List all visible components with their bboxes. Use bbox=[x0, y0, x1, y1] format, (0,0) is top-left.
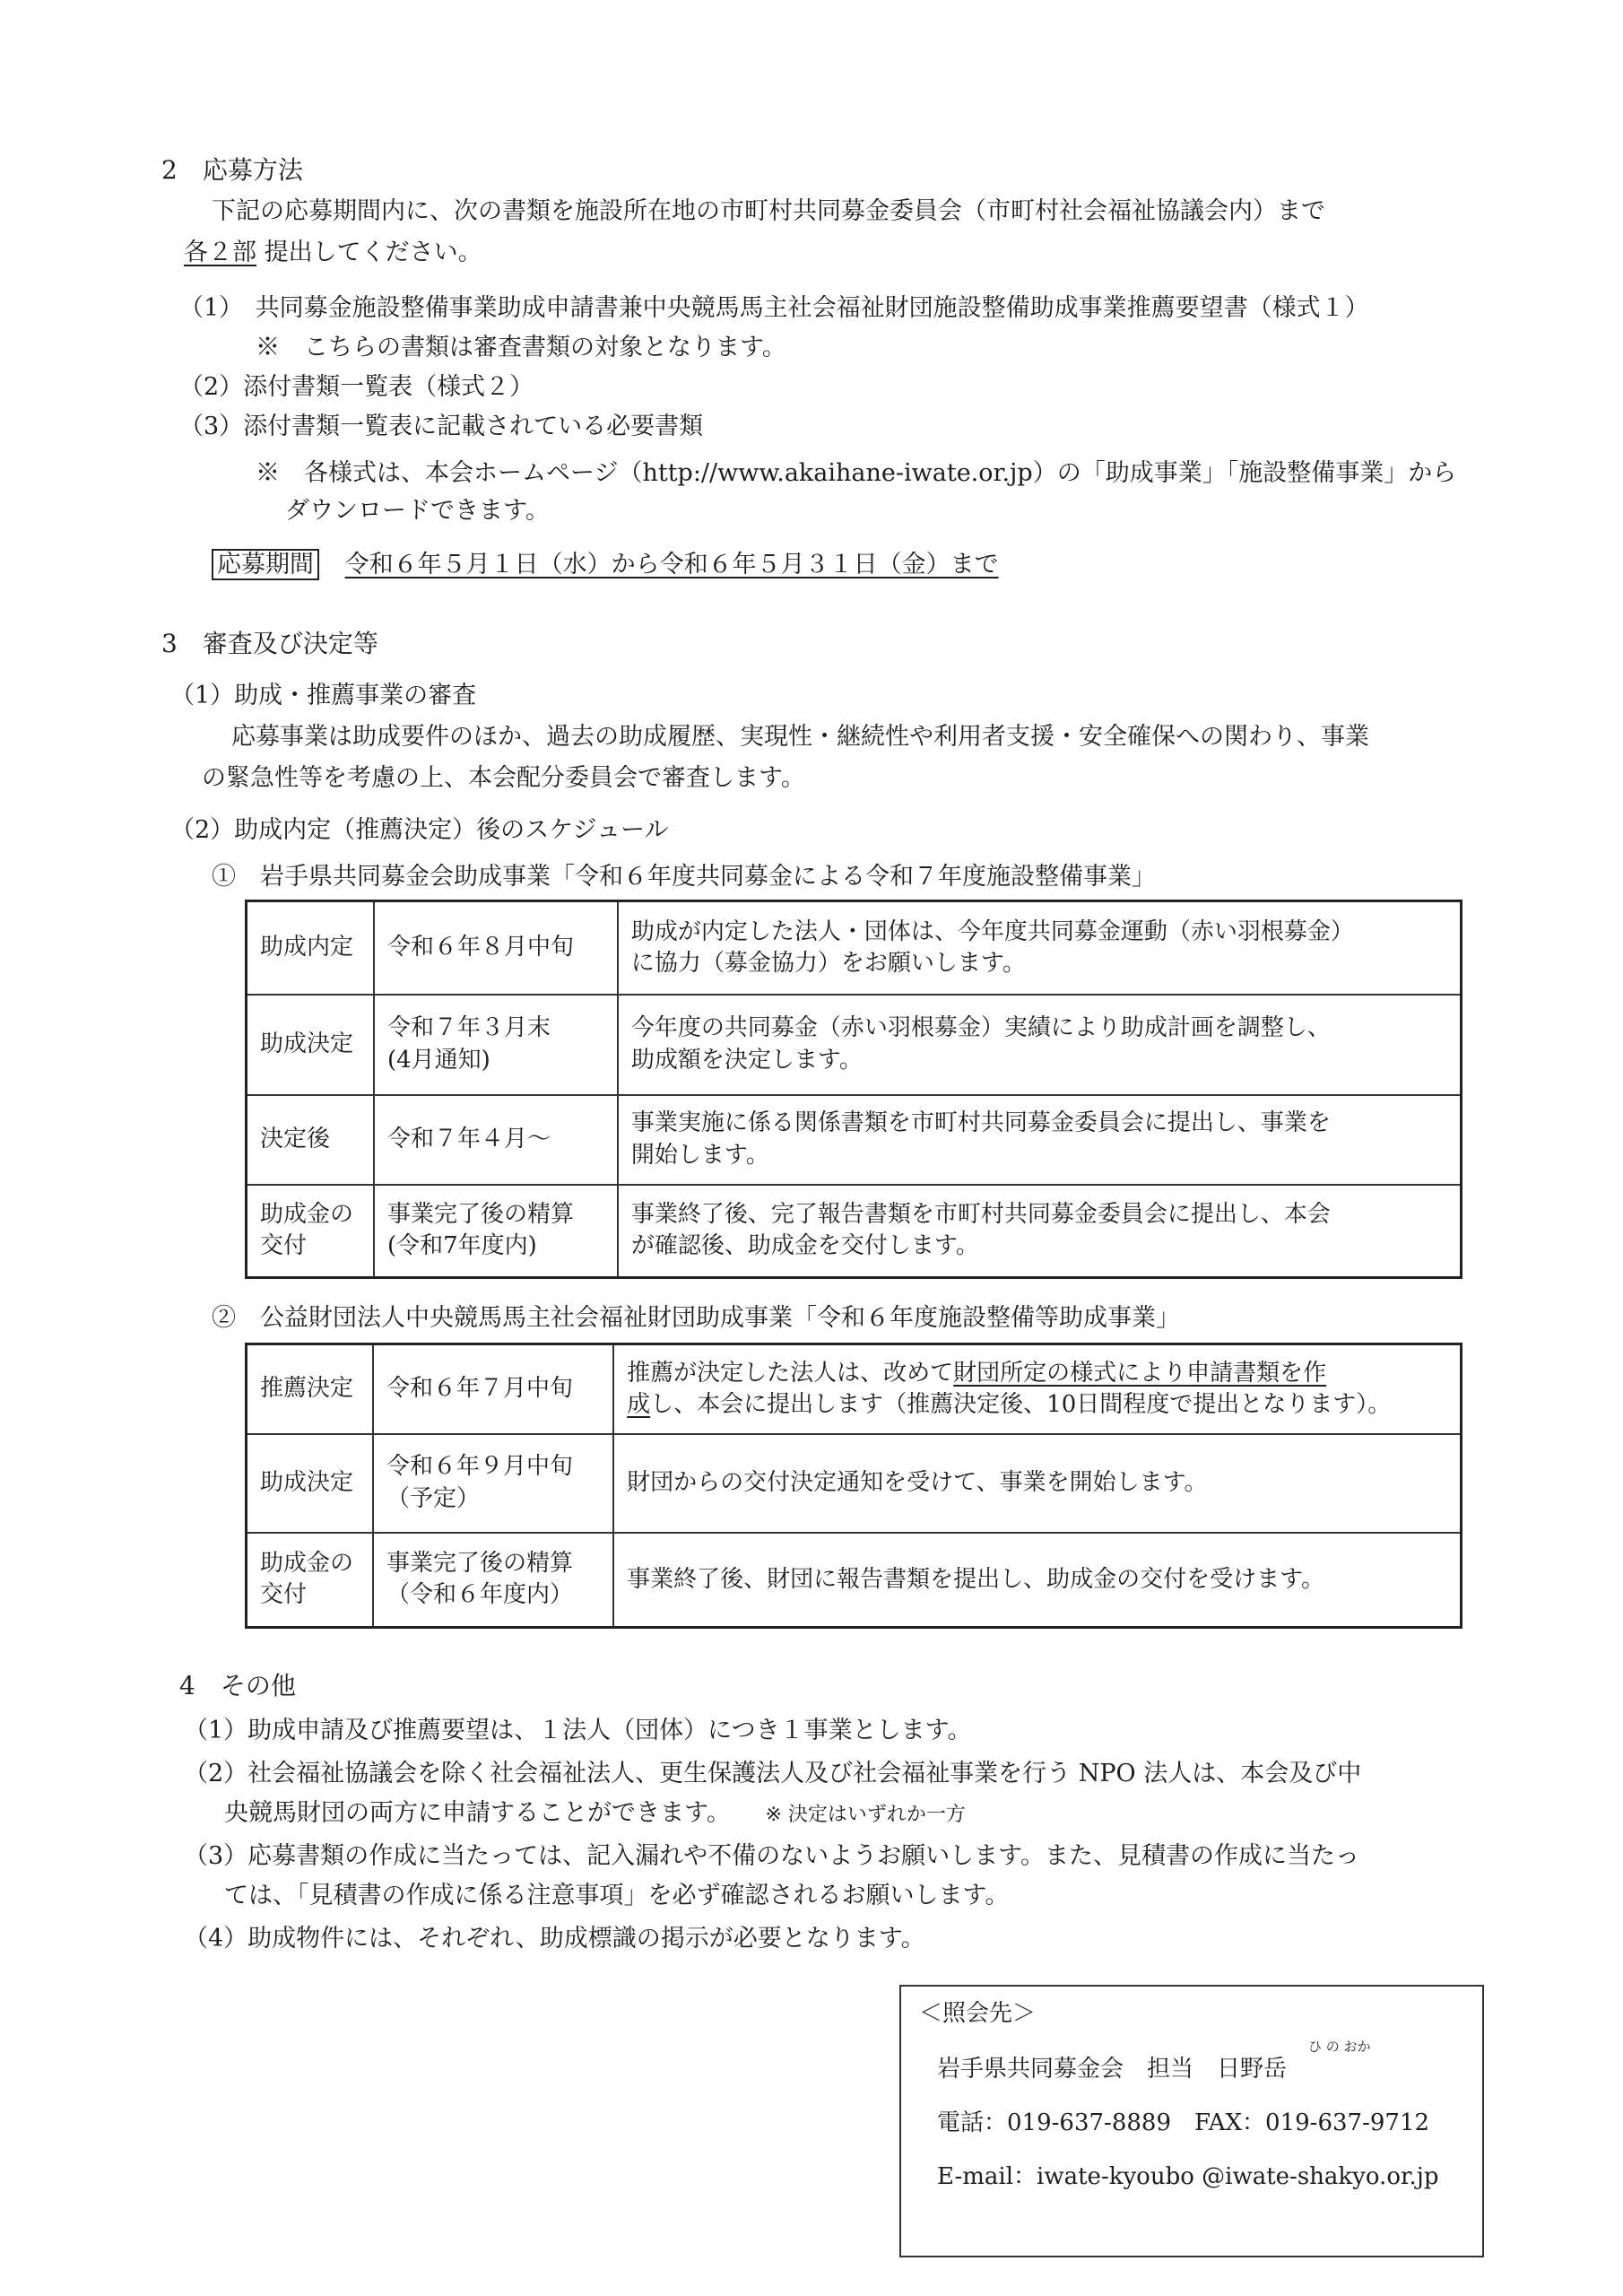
other-item-2-line1: （2）社会福祉協議会を除く社会福祉法人、更生保護法人及び社会福祉事業を行う NPO 法人は、本会及び中 bbox=[184, 1760, 1362, 1787]
contact-title: ＜照会先＞ bbox=[919, 2000, 1037, 2027]
table-cell bbox=[373, 1434, 613, 1533]
section-4-heading: 4 その他 bbox=[179, 1671, 296, 1700]
cell-line bbox=[627, 1389, 1447, 1421]
section-2-intro-line2 bbox=[184, 237, 482, 268]
other-item-4: （4）助成物件には、それぞれ、助成標識の掲示が必要となります。 bbox=[184, 1925, 925, 1952]
other-item-1: （1）助成申請及び推薦要望は、１法人（団体）につき１事業とします。 bbox=[184, 1717, 972, 1744]
section-2-intro-line1: 下記の応募期間内に、次の書類を施設所在地の市町村共同募金委員会（市町村社会福祉協議会内）まで bbox=[212, 197, 1325, 225]
table-cell bbox=[618, 1185, 1462, 1278]
cell-line: 助成額を決定します。 bbox=[630, 1046, 863, 1074]
document-item-1: （1） 共同募金施設整備事業助成申請書兼中央競馬馬主社会福祉財団施設整備助成事業推薦要望書（様式１） bbox=[179, 294, 1369, 322]
review-paragraph-line1: 応募事業は助成要件のほか、過去の助成履歴、実現性・継続性や利用者支援・安全確保への関わり、事業 bbox=[231, 723, 1369, 751]
cell-text-underlined: 財団所定の様式により申請書類を作 bbox=[953, 1359, 1327, 1387]
contact-phone-fax: 電話：019-637-8889 FAX：019-637-9712 bbox=[937, 2109, 1430, 2136]
table-cell: 決定後 bbox=[247, 1095, 374, 1185]
table-cell: 財団からの交付決定通知を受けて、事業を開始します。 bbox=[613, 1434, 1461, 1533]
section-3-heading: 3 審査及び決定等 bbox=[161, 629, 378, 658]
cell-line: に協力（募金協力）をお願いします。 bbox=[630, 949, 1026, 977]
cell-line: （令和６年度内） bbox=[386, 1581, 574, 1609]
table-cell bbox=[618, 995, 1462, 1095]
schedule-table-2 bbox=[245, 1343, 1462, 1629]
period-label: 応募期間 bbox=[212, 549, 319, 580]
table-cell bbox=[374, 1185, 618, 1278]
name-ruby: ひ の おか bbox=[1308, 2039, 1371, 2055]
other-item-2-line2 bbox=[224, 1797, 966, 1829]
section-3-sub2: （2）助成内定（推薦決定）後のスケジュール bbox=[170, 816, 669, 844]
cell-line: 開始します。 bbox=[630, 1141, 769, 1169]
other-item-3-line2: ては、「見積書の作成に係る注意事項」を必ず確認されるお願いします。 bbox=[224, 1882, 1010, 1909]
table-cell: 令和６年８月中旬 bbox=[374, 901, 618, 995]
contact-box bbox=[899, 1985, 1484, 2257]
submit-text: 提出してください。 bbox=[264, 239, 482, 266]
table-cell: 推薦決定 bbox=[247, 1344, 374, 1434]
document-item-3: （3）添付書類一覧表に記載されている必要書類 bbox=[179, 413, 704, 440]
cell-line: 今年度の共同募金（赤い羽根募金）実績により助成計画を調整し、 bbox=[630, 1014, 1331, 1042]
table-cell bbox=[618, 901, 1462, 995]
cell-line: 令和６年９月中旬 bbox=[386, 1453, 574, 1481]
schedule-table-1-title: ① 岩手県共同募金会助成事業「令和６年度共同募金による令和７年度施設整備事業」 bbox=[212, 863, 1156, 891]
section-2-heading: 2 応募方法 bbox=[161, 155, 303, 185]
cell-line: （予定） bbox=[386, 1484, 481, 1512]
cell-line: が確認後、助成金を交付します。 bbox=[630, 1232, 979, 1260]
cell-line: 助成が内定した法人・団体は、今年度共同募金運動（赤い羽根募金） bbox=[630, 918, 1354, 945]
review-paragraph-line2: の緊急性等を考慮の上、本会配分委員会で審査します。 bbox=[202, 764, 805, 792]
table-cell bbox=[247, 1185, 374, 1278]
table-cell bbox=[374, 995, 618, 1095]
table-row bbox=[247, 1185, 1462, 1278]
table-cell: 令和７年４月～ bbox=[374, 1095, 618, 1185]
cell-line: 事業終了後、完了報告書類を市町村共同募金委員会に提出し、本会 bbox=[630, 1201, 1331, 1229]
cell-line bbox=[627, 1358, 1447, 1389]
table-row bbox=[247, 1095, 1462, 1185]
schedule-table-2-title: ② 公益財団法人中央競馬馬主社会福祉財団助成事業「令和６年度施設整備等助成事業」 bbox=[212, 1304, 1180, 1332]
other-item-2-text: 央競馬財団の両方に申請することができます。 bbox=[224, 1799, 731, 1827]
contact-email: E-mail：iwate-kyoubo @iwate-shakyo.or.jp bbox=[937, 2163, 1439, 2190]
table-row bbox=[247, 995, 1462, 1095]
cell-text-underlined: 成 bbox=[627, 1390, 651, 1418]
section-3-sub1: （1）助成・推薦事業の審査 bbox=[170, 682, 477, 709]
document-item-2: （2）添付書類一覧表（様式２） bbox=[179, 373, 534, 401]
cell-line: 助成金の bbox=[260, 1201, 354, 1229]
copies-count: 各２部 bbox=[184, 239, 256, 266]
period-dates: 令和６年５月１日（水）から令和６年５月３１日（金）まで bbox=[344, 551, 999, 578]
cell-line: 助成金の bbox=[260, 1550, 354, 1578]
cell-line: 事業完了後の精算 bbox=[386, 1550, 574, 1578]
schedule-table-1 bbox=[245, 900, 1462, 1279]
cell-line: 令和７年３月末 bbox=[386, 1014, 551, 1042]
table-cell bbox=[618, 1095, 1462, 1185]
download-note-line1: ※ 各様式は、本会ホームページ（http://www.akaihane-iwate.or.jp）の「助成事業」「施設整備事業」から bbox=[256, 459, 1457, 487]
table-row bbox=[247, 901, 1462, 995]
cell-text: 推薦が決定した法人は、改めて bbox=[627, 1359, 954, 1387]
table-cell bbox=[247, 1533, 374, 1628]
table-row bbox=[247, 1344, 1462, 1434]
table-cell: 事業終了後、財団に報告書類を提出し、助成金の交付を受けます。 bbox=[613, 1533, 1461, 1628]
table-cell bbox=[373, 1533, 613, 1628]
cell-text: し、本会に提出します（推薦決定後、10日間程度で提出となります）。 bbox=[650, 1390, 1392, 1418]
table-cell: 助成内定 bbox=[247, 901, 374, 995]
cell-line: 交付 bbox=[260, 1232, 308, 1260]
download-note-line2: ダウンロードできます。 bbox=[285, 497, 550, 525]
table-cell bbox=[613, 1344, 1461, 1434]
contact-organization: 岩手県共同募金会 担当 日野岳 bbox=[937, 2056, 1288, 2083]
cell-line: (令和7年度内) bbox=[386, 1232, 537, 1260]
table-row bbox=[247, 1533, 1462, 1628]
document-item-1-note: ※ こちらの書類は審査書類の対象となります。 bbox=[256, 334, 786, 361]
table-cell: 助成決定 bbox=[247, 1434, 374, 1533]
cell-line: (4月通知) bbox=[386, 1046, 490, 1074]
cell-line: 事業完了後の精算 bbox=[386, 1201, 574, 1229]
table-row bbox=[247, 1434, 1462, 1533]
table-cell: 助成決定 bbox=[247, 995, 374, 1095]
table-cell: 令和６年７月中旬 bbox=[373, 1344, 613, 1434]
cell-line: 交付 bbox=[260, 1581, 308, 1609]
other-item-3-line1: （3）応募書類の作成に当たっては、記入漏れや不備のないようお願いします。また、見積書の作成に当たっ bbox=[184, 1842, 1360, 1870]
cell-line: 事業実施に係る関係書類を市町村共同募金委員会に提出し、事業を bbox=[630, 1109, 1331, 1137]
application-period bbox=[212, 549, 999, 580]
other-item-2-note: ※ 決定はいずれか一方 bbox=[765, 1804, 966, 1826]
